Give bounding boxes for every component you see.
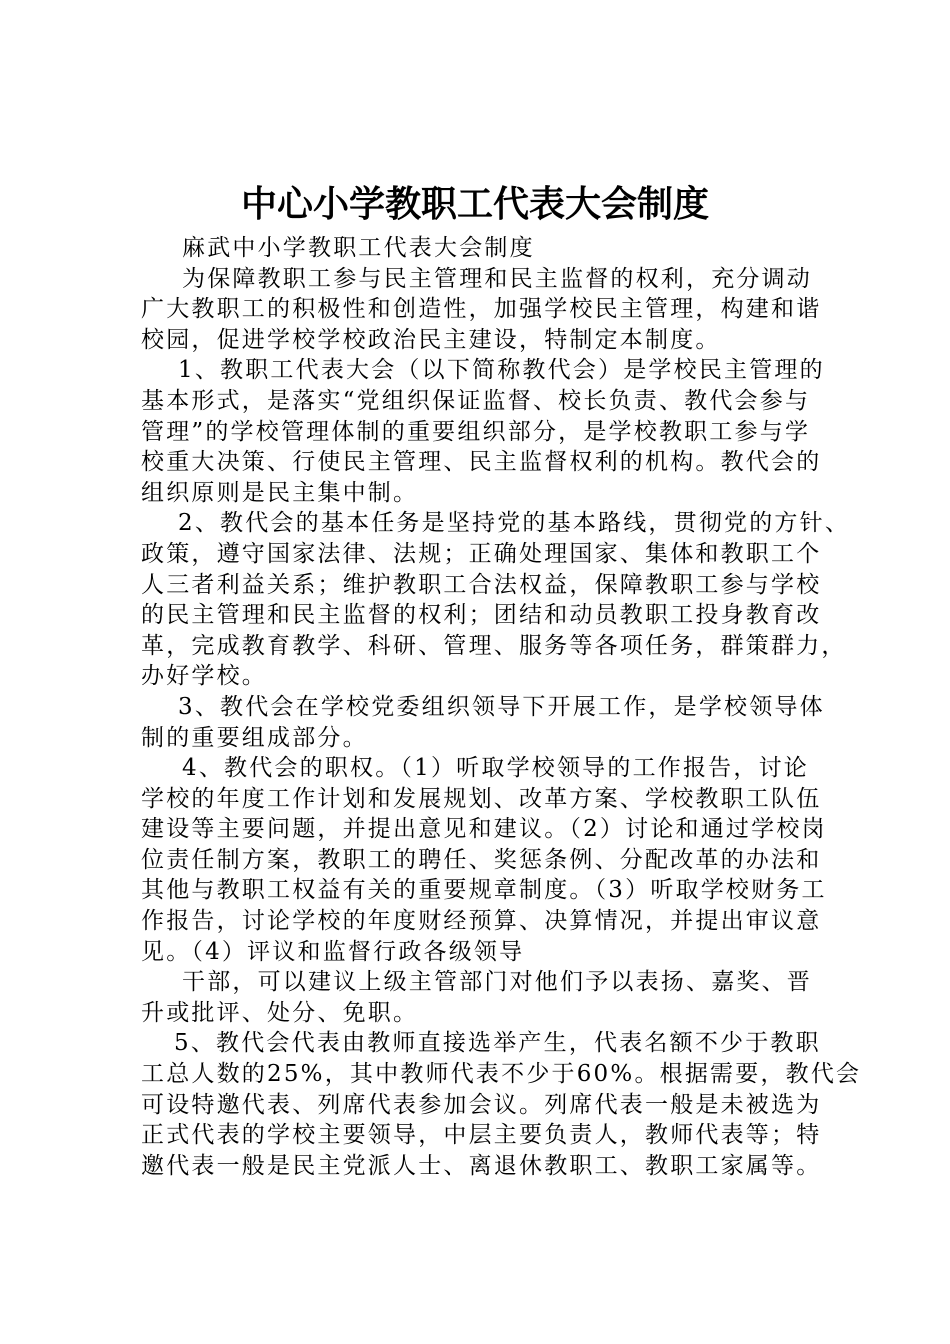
paragraph-line: 干部，可以建议上级主管部门对他们予以表扬、嘉奖、晋 — [182, 969, 812, 996]
paragraph-line: 建设等主要问题，并提出意见和建议。（2）讨论和通过学校岗 — [141, 816, 827, 843]
paragraph-line: 办好学校。 — [141, 663, 267, 690]
paragraph-line: 为保障教职工参与民主管理和民主监督的权利，充分调动 — [182, 265, 812, 292]
paragraph-line: 其他与教职工权益有关的重要规章制度。（3）听取学校财务工 — [141, 877, 827, 904]
paragraph-line: 革，完成教育教学、科研、管理、服务等各项任务，群策群力， — [141, 632, 847, 659]
paragraph-line: 邀代表一般是民主党派人士、离退休教职工、教职工家属等。 — [141, 1152, 822, 1179]
paragraph-line: 见。（4）评议和监督行政各级领导 — [141, 938, 525, 965]
paragraph-line: 人三者利益关系；维护教职工合法权益，保障教职工参与学校 — [141, 571, 822, 598]
paragraph-line: 工总人数的25%，其中教师代表不少于60%。根据需要，教代会 — [141, 1061, 862, 1088]
paragraph-line: 作报告，讨论学校的年度财经预算、决算情况，并提出审议意 — [141, 908, 822, 935]
paragraph-line: 升或批评、处分、免职。 — [141, 999, 419, 1026]
paragraph-line: 位责任制方案，教职工的聘任、奖惩条例、分配改革的办法和 — [141, 846, 822, 873]
paragraph-line: 3、教代会在学校党委组织领导下开展工作，是学校领导体 — [178, 693, 825, 720]
paragraph-line: 学校的年度工作计划和发展规划、改革方案、学校教职工队伍 — [141, 785, 822, 812]
paragraph-line: 广大教职工的积极性和创造性，加强学校民主管理，构建和谐 — [141, 296, 822, 323]
document-title: 中心小学教职工代表大会制度 — [240, 183, 709, 225]
paragraph-line: 的民主管理和民主监督的权利；团结和动员教职工投身教育改 — [141, 602, 822, 629]
subtitle-line: 麻武中小学教职工代表大会制度 — [182, 235, 535, 261]
paragraph-line: 政策，遵守国家法律、法规；正确处理国家、集体和教职工个 — [141, 540, 822, 567]
paragraph-line: 基本形式，是落实“党组织保证监督、校长负责、教代会参与 — [141, 387, 811, 414]
paragraph-line: 4、教代会的职权。（1）听取学校领导的工作报告，讨论 — [182, 755, 809, 782]
paragraph-line: 正式代表的学校主要领导，中层主要负责人，教师代表等；特 — [141, 1122, 822, 1149]
paragraph-line: 管理”的学校管理体制的重要组织部分，是学校教职工参与学 — [141, 418, 811, 445]
document-body — [141, 233, 861, 1181]
paragraph-line: 1、教职工代表大会（以下简称教代会）是学校民主管理的 — [178, 357, 825, 384]
paragraph-line: 校园，促进学校学校政治民主建设，特制定本制度。 — [141, 326, 721, 353]
paragraph-line: 可设特邀代表、列席代表参加会议。列席代表一般是未被选为 — [141, 1091, 822, 1118]
paragraph-line: 校重大决策、行使民主管理、民主监督权利的机构。教代会的 — [141, 449, 822, 476]
paragraph-line: 2、教代会的基本任务是坚持党的基本路线，贯彻党的方针、 — [178, 510, 851, 537]
paragraph-line: 组织原则是民主集中制。 — [141, 479, 419, 506]
paragraph-line: 5、教代会代表由教师直接选举产生，代表名额不少于教职 — [174, 1030, 821, 1057]
paragraph-line: 制的重要组成部分。 — [141, 724, 368, 751]
